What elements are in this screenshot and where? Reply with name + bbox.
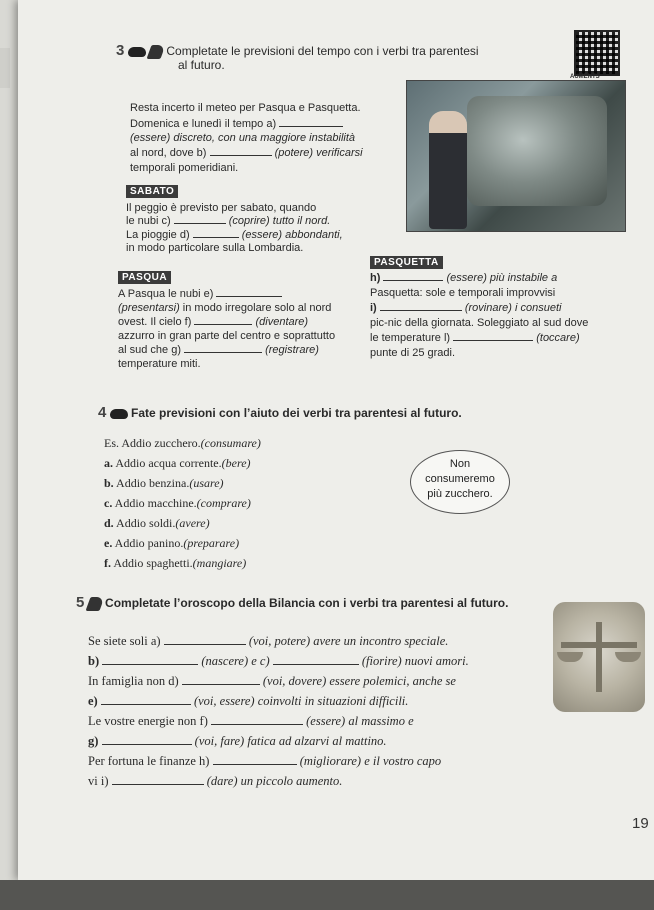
sabato-line1: Il peggio è previsto per sabato, quando — [126, 202, 317, 214]
pencil-icon — [85, 597, 104, 611]
pencil-icon — [146, 45, 165, 59]
exercise3-number: 3 — [116, 42, 125, 59]
pasqua-line3: ovest. Il cielo f) (diventare) — [118, 316, 309, 328]
pasqua-tag: PASQUA — [118, 271, 171, 284]
sabato-line3: La pioggie d) (essere) abbondanti, — [126, 229, 343, 241]
blank-5h[interactable] — [213, 764, 297, 765]
ex4-item-es: Es. Addio zucchero.(consumare) — [104, 436, 261, 450]
blank-b[interactable] — [210, 155, 272, 156]
workbook-page — [18, 0, 654, 880]
pasquetta-line6: punte di 25 gradi. — [370, 347, 456, 359]
ex5-line5: Le vostre energie non f) (essere) al massimo e — [88, 714, 414, 728]
speech-icon — [110, 409, 128, 419]
bubble-line2: consumeremo — [425, 473, 495, 485]
exercise3-header — [116, 42, 479, 59]
bubble-line1: Non — [449, 458, 471, 470]
page-number: 19 — [632, 815, 649, 832]
margin-decoration — [0, 48, 10, 88]
weather-map — [467, 96, 607, 206]
libra-scales-image — [553, 602, 645, 712]
exercise3-instruction-line1: Completate le previsioni del tempo con i verbi tra parentesi — [166, 44, 479, 58]
forecast-p1-line5: temporali pomeridiani. — [130, 162, 239, 174]
sabato-line4: in modo particolare sulla Lombardia. — [126, 242, 304, 254]
ex4-item-b: b. Addio benzina.(usare) — [104, 476, 224, 490]
ex5-line2: b) (nascere) e c) (fiorire) nuovi amori. — [88, 654, 469, 668]
ex5-line8: vi i) (dare) un piccolo aumento. — [88, 774, 343, 788]
blank-d[interactable] — [193, 237, 239, 238]
blank-l[interactable] — [453, 340, 533, 341]
qr-label: AUMENTS — [570, 74, 600, 80]
exercise3-instruction-line2: al futuro. — [178, 58, 225, 72]
audio-book-icon — [128, 47, 146, 57]
pasqua-line6: temperature miti. — [118, 358, 201, 370]
qr-code-icon[interactable] — [574, 30, 620, 76]
blank-5i[interactable] — [112, 784, 204, 785]
blank-5b[interactable] — [102, 664, 198, 665]
exercise4-header — [98, 404, 462, 421]
blank-f[interactable] — [194, 324, 252, 325]
exercise4-instruction: Fate previsioni con l’aiuto dei verbi tra parentesi al futuro. — [131, 406, 462, 420]
pasqua-line2: (presentarsi) in modo irregolare solo al nord — [118, 302, 332, 314]
ex5-line4: e) (voi, essere) coinvolti in situazioni difficili. — [88, 694, 409, 708]
presenter-figure — [429, 111, 467, 229]
ex4-item-a: a. Addio acqua corrente.(bere) — [104, 456, 251, 470]
pasquetta-line1: h) (essere) più instabile a — [370, 272, 558, 284]
ex5-line6: g) (voi, fare) fatica ad alzarvi al mattino. — [88, 734, 387, 748]
pasquetta-line5: le temperature l) (toccare) — [370, 332, 580, 344]
blank-c[interactable] — [174, 223, 226, 224]
blank-5g[interactable] — [102, 744, 192, 745]
blank-h[interactable] — [383, 280, 443, 281]
forecast-p1-line2: Domenica e lunedì il tempo a) — [130, 118, 343, 130]
scan-bottom-edge — [0, 880, 654, 910]
pasquetta-line2: Pasquetta: sole e temporali improvvisi — [370, 287, 556, 299]
ex4-item-c: c. Addio macchine.(comprare) — [104, 496, 251, 510]
ex5-line7: Per fortuna le finanze h) (migliorare) e il vostro capo — [88, 754, 442, 768]
sabato-tag: SABATO — [126, 185, 178, 198]
pasqua-line5: al sud che g) (registrare) — [118, 344, 319, 356]
ex4-item-e: e. Addio panino.(preparare) — [104, 536, 240, 550]
blank-g[interactable] — [184, 352, 262, 353]
ex5-line1: Se siete soli a) (voi, potere) avere un incontro speciale. — [88, 634, 449, 648]
forecast-p1-line1: Resta incerto il meteo per Pasqua e Pasquetta. — [130, 102, 361, 114]
blank-a[interactable] — [279, 126, 343, 127]
blank-5a[interactable] — [164, 644, 246, 645]
blank-5e[interactable] — [101, 704, 191, 705]
weather-presenter-photo — [406, 80, 626, 232]
ex5-line3: In famiglia non d) (voi, dovere) essere polemici, anche se — [88, 674, 456, 688]
pasqua-line4: azzurro in gran parte del centro e soprattutto — [118, 330, 336, 342]
blank-e[interactable] — [216, 296, 282, 297]
pasquetta-line3: i) (rovinare) i consueti — [370, 302, 562, 314]
pasquetta-line4: pic-nic della giornata. Soleggiato al sud dove — [370, 317, 589, 329]
pasquetta-tag: PASQUETTA — [370, 256, 443, 269]
blank-i[interactable] — [380, 310, 462, 311]
bubble-line3: più zucchero. — [427, 488, 493, 500]
exercise5-number: 5 — [76, 594, 85, 611]
sabato-line2: le nubi c) (coprire) tutto il nord. — [126, 215, 331, 227]
ex4-item-f: f. Addio spaghetti.(mangiare) — [104, 556, 247, 570]
blank-5f[interactable] — [211, 724, 303, 725]
forecast-p1-line3: (essere) discreto, con una maggiore instabilità — [130, 132, 356, 144]
blank-5d[interactable] — [182, 684, 260, 685]
left-page-margin — [0, 0, 18, 880]
blank-5c[interactable] — [273, 664, 359, 665]
forecast-p1-line4: al nord, dove b) (potere) verificarsi — [130, 147, 363, 159]
ex4-item-d: d. Addio soldi.(avere) — [104, 516, 210, 530]
speech-bubble — [410, 450, 510, 514]
exercise5-header — [76, 594, 508, 611]
exercise5-instruction: Completate l’oroscopo della Bilancia con i verbi tra parentesi al futuro. — [105, 596, 509, 610]
exercise4-number: 4 — [98, 404, 107, 421]
pasqua-line1: A Pasqua le nubi e) — [118, 288, 282, 300]
